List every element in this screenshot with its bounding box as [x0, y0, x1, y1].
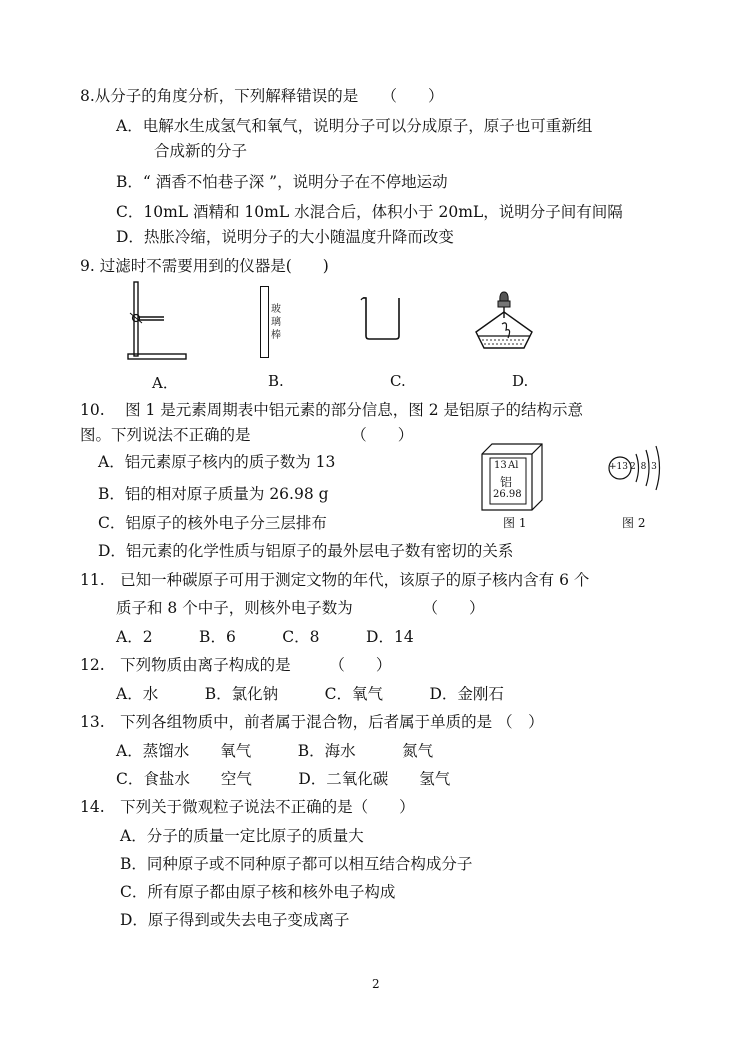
- q8-stem: 8.从分子的角度分析，下列解释错误的是 （ ）: [80, 87, 444, 105]
- beaker-figure: [360, 294, 404, 342]
- q10-option-c: C．铝原子的核外电子分三层排布: [98, 514, 327, 532]
- glass-rod-text: 玻璃棒: [271, 304, 281, 341]
- iron-stand-figure: [120, 280, 190, 362]
- q9-label-d: D.: [512, 372, 529, 390]
- q14-stem: 14. 下列关于微观粒子说法不正确的是（ ）: [80, 798, 415, 816]
- q12-options: A．水 B．氯化钠 C．氧气 D．金刚石: [116, 685, 504, 703]
- q11-options: A．2 B．6 C．8 D．14: [116, 628, 414, 646]
- alcohol-lamp-figure: [468, 288, 540, 354]
- q12-stem: 12. 下列物质由离子构成的是 （ ）: [80, 656, 392, 674]
- q14-option-c: C．所有原子都由原子核和核外电子构成: [120, 883, 396, 901]
- q9-stem: 9. 过滤时不需要用到的仪器是( ): [80, 257, 329, 275]
- q13-row-1: A．蒸馏水 氧气 B．海水 氮气: [116, 742, 434, 760]
- q13-stem: 13. 下列各组物质中，前者属于混合物，后者属于单质的是 （ ）: [80, 713, 544, 731]
- q8-option-a: A．电解水生成氢气和氧气，说明分子可以分成原子，原子也可重新组: [116, 117, 593, 135]
- element-symbol: Al: [508, 460, 519, 471]
- q10-option-d: D．铝元素的化学性质与铝原子的最外层电子数有密切的关系: [98, 542, 514, 560]
- q14-option-d: D．原子得到或失去电子变成离子: [120, 911, 350, 929]
- atomic-number: 13: [494, 460, 507, 471]
- q10-stem-2: 图。下列说法不正确的是 （ ）: [80, 426, 414, 444]
- q8-option-a-cont: 合成新的分子: [154, 142, 248, 160]
- q8-option-b: B．“ 酒香不怕巷子深 ”，说明分子在不停地运动: [116, 173, 448, 191]
- q10-stem-1: 10. 图 1 是元素周期表中铝元素的部分信息，图 2 是铝原子的结构示意: [80, 401, 584, 419]
- q8-option-d: D．热胀冷缩，说明分子的大小随温度升降而改变: [116, 228, 454, 246]
- q11-stem-1: 11. 已知一种碳原子可用于测定文物的年代，该原子的原子核内含有 6 个: [80, 571, 590, 589]
- q9-label-a: A．: [152, 374, 178, 392]
- q14-option-b: B．同种原子或不同种原子都可以相互结合构成分子: [120, 855, 473, 873]
- q8-option-c: C．10mL 酒精和 10mL 水混合后，体积小于 20mL，说明分子间有间隔: [116, 203, 623, 221]
- figure-2-caption: 图 2: [622, 516, 646, 530]
- electron-shells: 2 8 3: [630, 462, 658, 472]
- aluminum-atom-figure: [604, 444, 668, 500]
- q11-stem-2: 质子和 8 个中子，则核外电子数为 （ ）: [116, 599, 485, 617]
- q10-option-a: A．铝元素原子核内的质子数为 13: [98, 453, 336, 471]
- q10-option-b: B．铝的相对原子质量为 26.98 g: [98, 485, 329, 503]
- glass-rod-figure: [260, 286, 269, 358]
- figure-1-caption: 图 1: [503, 516, 527, 530]
- atomic-mass: 26.98: [493, 489, 522, 500]
- nucleus-charge: +13: [609, 462, 628, 472]
- element-name: 铝: [500, 475, 513, 489]
- q14-option-a: A．分子的质量一定比原子的质量大: [120, 827, 364, 845]
- aluminum-cell-figure: [480, 442, 546, 512]
- q9-label-b: B.: [268, 372, 284, 390]
- page-number: 2: [372, 977, 380, 991]
- q13-row-2: C．食盐水 空气 D．二氧化碳 氢气: [116, 770, 451, 788]
- q9-label-c: C.: [390, 372, 406, 390]
